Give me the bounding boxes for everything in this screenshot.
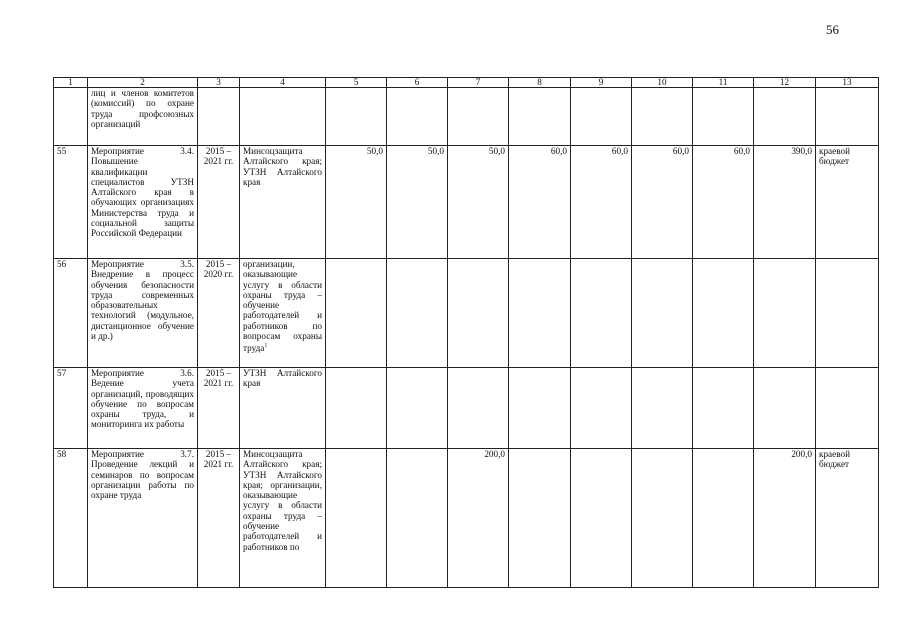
funding-source [816, 259, 879, 368]
column-header-8: 8 [509, 78, 571, 88]
funding-source: краевой бюджет [816, 146, 879, 259]
amount-cell [326, 449, 387, 588]
period: 2015 – 2021 гг. [198, 368, 240, 449]
row-number: 57 [54, 368, 88, 449]
amount-cell: 50,0 [387, 146, 448, 259]
amount-cell [509, 88, 571, 146]
amount-cell [693, 449, 754, 588]
funding-source [816, 368, 879, 449]
amount-cell: 50,0 [448, 146, 509, 259]
period [198, 88, 240, 146]
column-header-2: 2 [88, 78, 198, 88]
amount-cell [509, 449, 571, 588]
column-header-3: 3 [198, 78, 240, 88]
amount-cell [509, 259, 571, 368]
table-row [54, 368, 879, 449]
executors [240, 259, 326, 368]
period: 2015 – 2021 гг. [198, 449, 240, 588]
amount-cell [448, 88, 509, 146]
column-header-7: 7 [448, 78, 509, 88]
amount-cell: 60,0 [571, 146, 632, 259]
amount-cell [387, 88, 448, 146]
column-header-4: 4 [240, 78, 326, 88]
period: 2015 – 2020 гг. [198, 259, 240, 368]
footnote-marker: 1 [264, 343, 268, 350]
amount-cell [387, 259, 448, 368]
total-cell [754, 259, 816, 368]
row-number: 58 [54, 449, 88, 588]
table-row [54, 449, 879, 588]
amount-cell [326, 88, 387, 146]
amount-cell [387, 368, 448, 449]
amount-cell [693, 259, 754, 368]
amount-cell: 50,0 [326, 146, 387, 259]
column-header-13: 13 [816, 78, 879, 88]
amount-cell [632, 259, 693, 368]
column-header-9: 9 [571, 78, 632, 88]
amount-cell: 200,0 [448, 449, 509, 588]
activity-name: Мероприятие 3.7. Проведение лекций и семинаров по вопросам организации работы по охране труда [88, 449, 198, 588]
row-number: 55 [54, 146, 88, 259]
amount-cell: 60,0 [509, 146, 571, 259]
amount-cell: 60,0 [693, 146, 754, 259]
row-number: 56 [54, 259, 88, 368]
executors [240, 88, 326, 146]
amount-cell [571, 368, 632, 449]
amount-cell [571, 449, 632, 588]
total-cell: 390,0 [754, 146, 816, 259]
executors: Минсоцзащита Алтайского края; УТЗН Алтайского края [240, 146, 326, 259]
executors: Минсоцзащита Алтайского края; УТЗН Алтайского края; организации, оказывающие услугу в области охраны труда – обучение работодателей и работников по [240, 449, 326, 588]
total-cell [754, 368, 816, 449]
amount-cell [632, 88, 693, 146]
column-header-12: 12 [754, 78, 816, 88]
column-header-6: 6 [387, 78, 448, 88]
total-cell: 200,0 [754, 449, 816, 588]
column-header-1: 1 [54, 78, 88, 88]
amount-cell [632, 368, 693, 449]
period: 2015 – 2021 гг. [198, 146, 240, 259]
amount-cell [326, 368, 387, 449]
amount-cell [693, 88, 754, 146]
column-header-11: 11 [693, 78, 754, 88]
amount-cell [448, 368, 509, 449]
amount-cell: 60,0 [632, 146, 693, 259]
header-row [54, 78, 879, 88]
amount-cell [326, 259, 387, 368]
table-row [54, 259, 879, 368]
activity-name: Мероприятие 3.6. Ведение учета организаций, проводящих обучение по вопросам охраны труда, и мониторинга их работы [88, 368, 198, 449]
amount-cell [571, 88, 632, 146]
amount-cell [448, 259, 509, 368]
row-number [54, 88, 88, 146]
amount-cell [693, 368, 754, 449]
funding-source [816, 88, 879, 146]
executors: УТЗН Алтайского края [240, 368, 326, 449]
column-header-5: 5 [326, 78, 387, 88]
page-number: 56 [826, 22, 839, 37]
amount-cell [509, 368, 571, 449]
activity-name: лиц и членов комитетов (комиссий) по охране труда профсоюзных организаций [88, 88, 198, 146]
total-cell [754, 88, 816, 146]
amount-cell [571, 259, 632, 368]
amount-cell [387, 449, 448, 588]
executors-text: организации, оказывающие услугу в области охраны труда – обучение работодателей и работников по вопросам охраны труда [243, 259, 322, 354]
table-row [54, 88, 879, 146]
amount-cell [632, 449, 693, 588]
activity-name: Мероприятие 3.5. Внедрение в процесс обучения безопасности труда современных образовательных технологий (модульное, дистанционное обучение и др.) [88, 259, 198, 368]
funding-source: краевой бюджет [816, 449, 879, 588]
program-activities-table [53, 77, 879, 588]
activity-name: Мероприятие 3.4. Повышение квалификации специалистов УТЗН Алтайского края в обучающих организациях Министерства труда и социальной защиты Российской Федерации [88, 146, 198, 259]
column-header-10: 10 [632, 78, 693, 88]
table-row [54, 146, 879, 259]
